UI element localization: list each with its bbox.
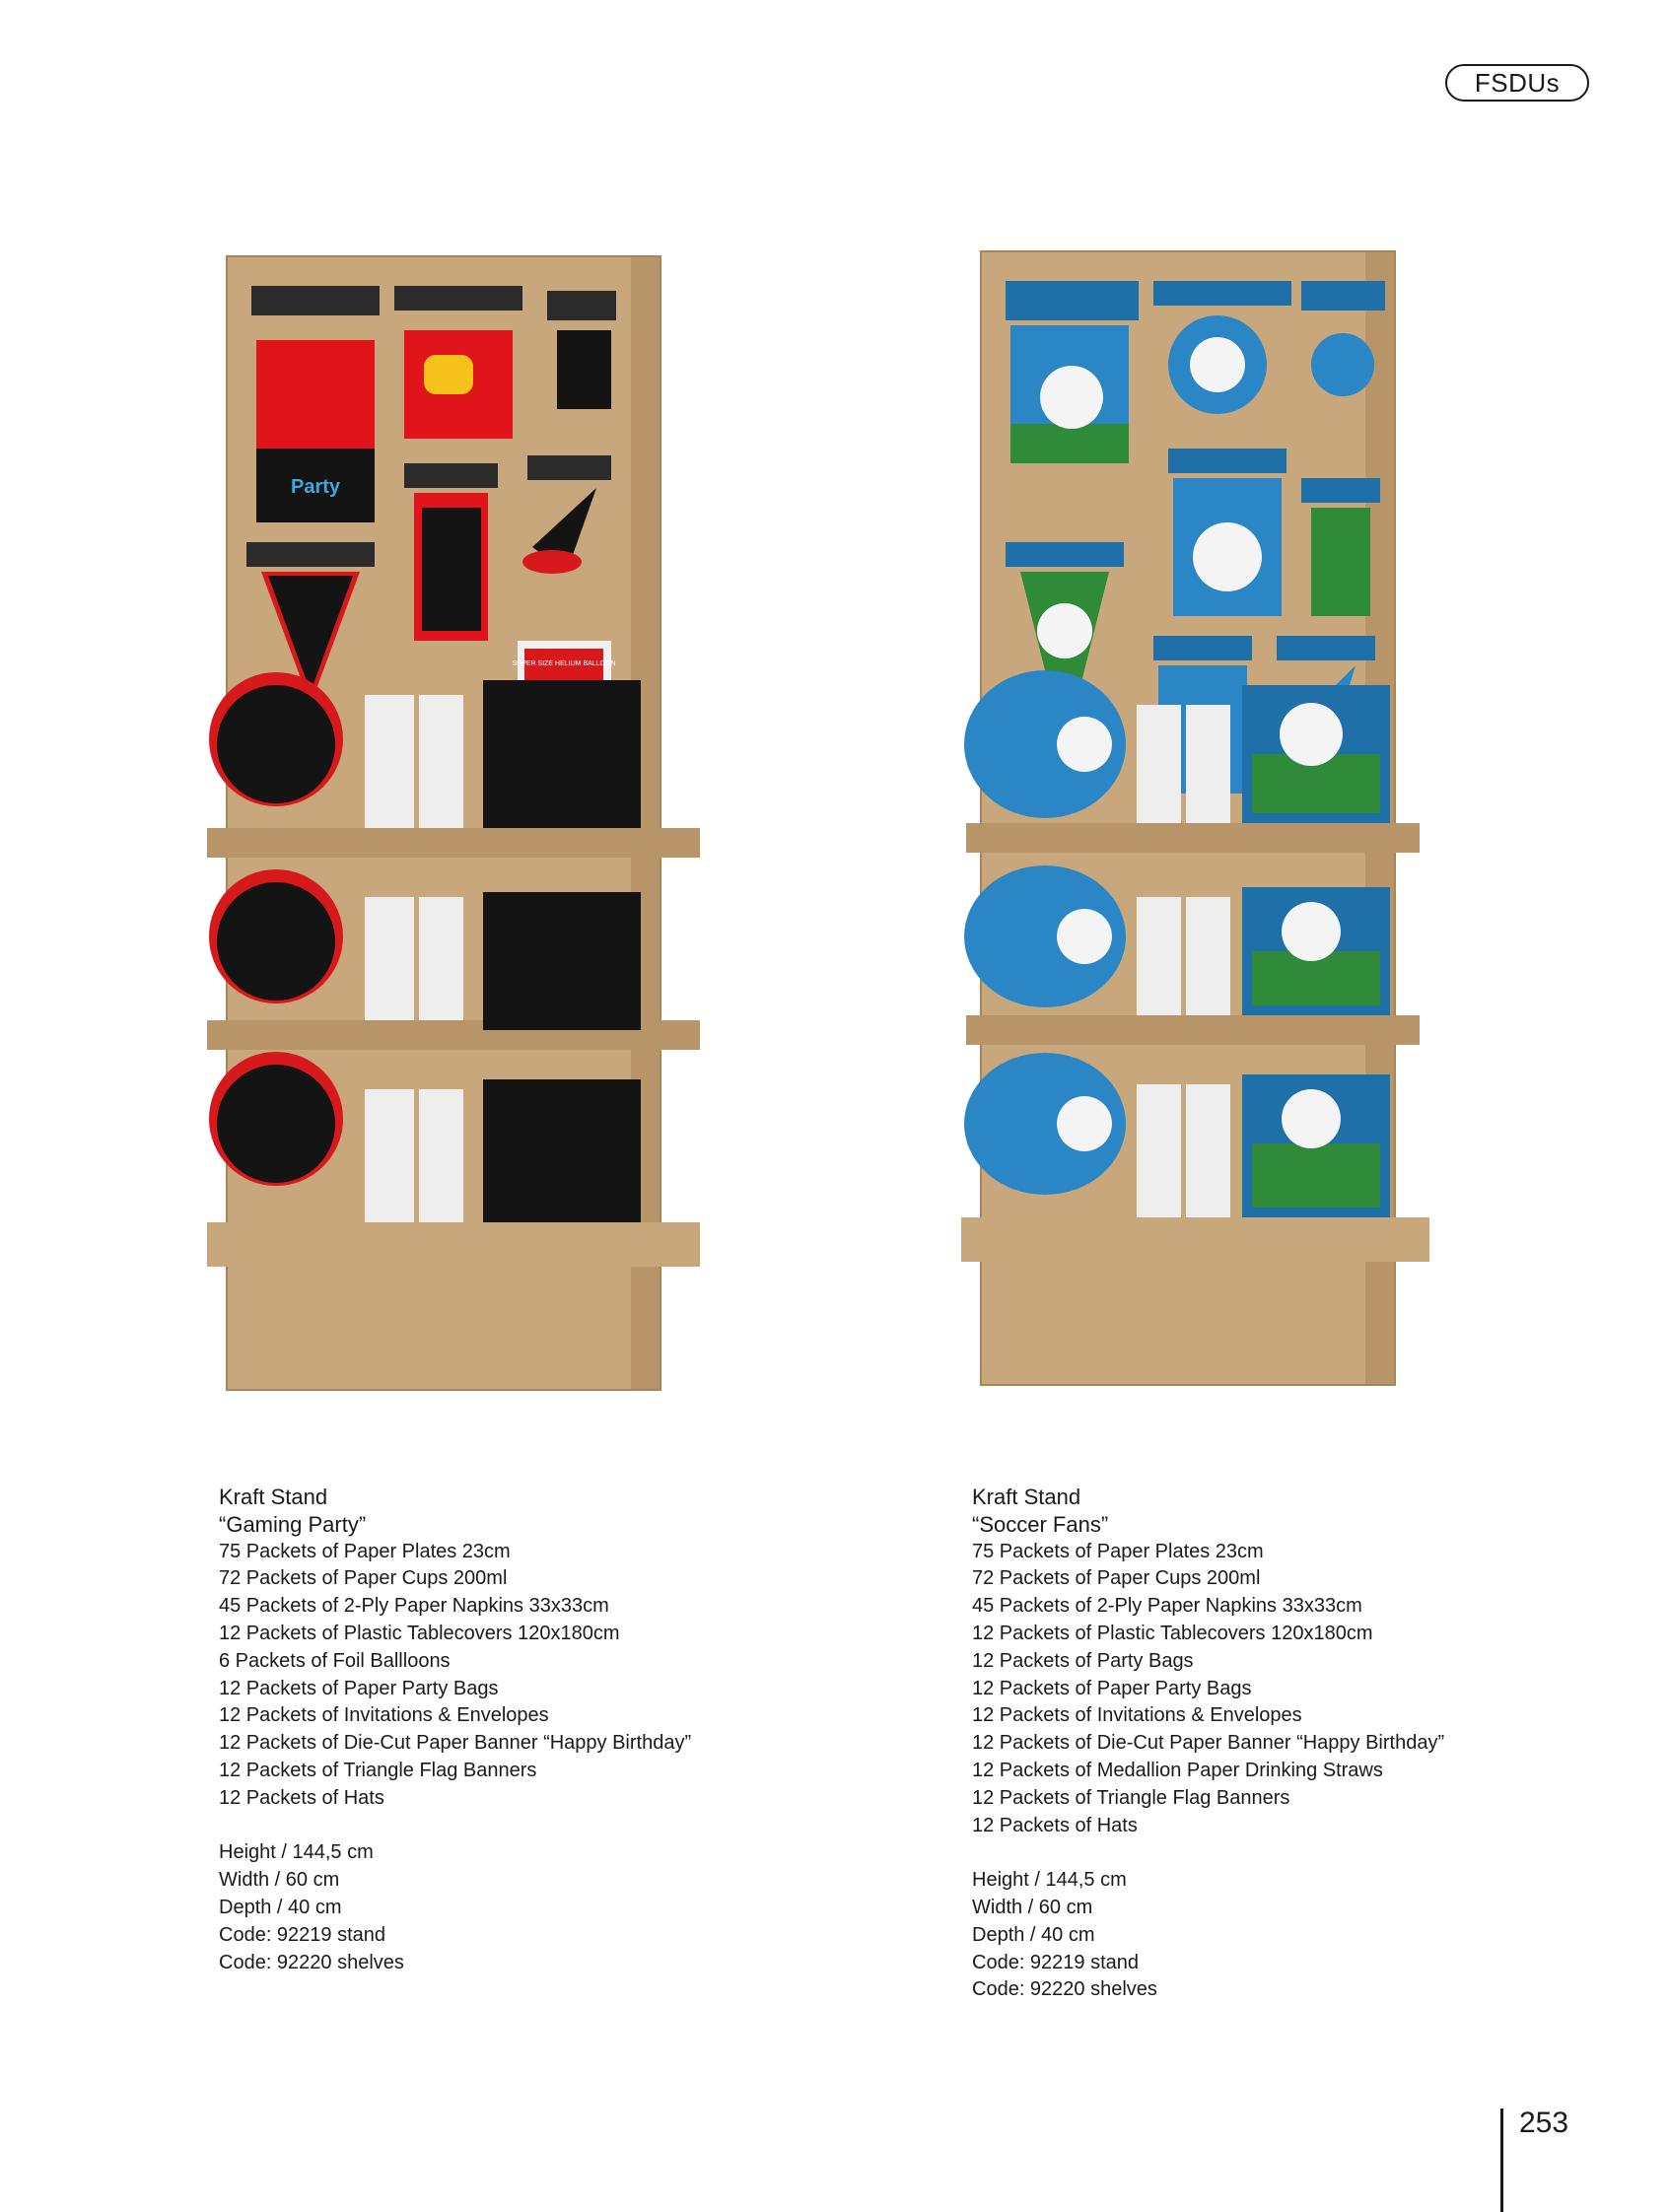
contents-item: 72 Packets of Paper Cups 200ml (219, 1567, 508, 1590)
contents-item: 12 Packets of Die-Cut Paper Banner “Happy Birthday” (972, 1732, 1445, 1755)
contents-item: 12 Packets of Plastic Tablecovers 120x180cm (219, 1622, 620, 1644)
contents-item: 12 Packets of Invitations & Envelopes (219, 1704, 549, 1727)
page-number-rule (1500, 2108, 1503, 2212)
contents-item: 75 Packets of Paper Plates 23cm (219, 1540, 511, 1562)
contents-item: 12 Packets of Medallion Paper Drinking Straws (972, 1759, 1383, 1781)
page-number: 253 (1519, 2107, 1569, 2139)
spec-height: Height / 144,5 cm (972, 1869, 1127, 1892)
specs-list (972, 1867, 1524, 2004)
section-label: FSDUs (1474, 67, 1561, 98)
spec-depth: Depth / 40 cm (972, 1923, 1095, 1946)
contents-item: 75 Packets of Paper Plates 23cm (972, 1540, 1264, 1562)
contents-item: 12 Packets of Paper Party Bags (219, 1677, 499, 1699)
contents-item: 12 Packets of Triangle Flag Banners (972, 1786, 1290, 1809)
contents-item: 12 Packets of Invitations & Envelopes (972, 1704, 1302, 1727)
spec-code-stand: Code: 92219 stand (219, 1923, 386, 1946)
contents-item: 72 Packets of Paper Cups 200ml (972, 1567, 1261, 1590)
stand-subtitle: “Soccer Fans” (972, 1511, 1109, 1537)
spec-height: Height / 144,5 cm (219, 1841, 374, 1864)
soccer-fans-stand-image (961, 242, 1434, 1424)
contents-item: 12 Packets of Die-Cut Paper Banner “Happy Birthday” (219, 1732, 692, 1755)
contents-list (219, 1539, 731, 1813)
spec-depth: Depth / 40 cm (219, 1896, 342, 1918)
stand-title: Kraft Stand (219, 1485, 328, 1509)
specs-list (219, 1839, 731, 1976)
stand-title: Kraft Stand (972, 1485, 1081, 1509)
contents-list (972, 1539, 1524, 1840)
spec-code-stand: Code: 92219 stand (972, 1951, 1140, 1973)
contents-item: 6 Packets of Foil Ballloons (219, 1649, 451, 1672)
contents-item: 12 Packets of Plastic Tablecovers 120x180cm (972, 1622, 1373, 1644)
gaming-party-stand-image (207, 246, 705, 1429)
spec-code-shelves: Code: 92220 shelves (219, 1951, 404, 1973)
spec-width: Width / 60 cm (219, 1869, 340, 1892)
contents-item: 12 Packets of Hats (972, 1814, 1138, 1836)
tablecover-text: Party (290, 476, 341, 498)
stand-subtitle: “Gaming Party” (219, 1511, 367, 1537)
gaming-party-description (219, 1484, 731, 1976)
contents-item: 45 Packets of 2-Ply Paper Napkins 33x33cm (972, 1595, 1362, 1618)
contents-item: 12 Packets of Triangle Flag Banners (219, 1759, 537, 1781)
spec-code-shelves: Code: 92220 shelves (972, 1978, 1157, 2001)
section-label-pill (1445, 64, 1589, 102)
contents-item: 45 Packets of 2-Ply Paper Napkins 33x33cm (219, 1595, 609, 1618)
contents-item: 12 Packets of Paper Party Bags (972, 1677, 1252, 1699)
soccer-fans-description (972, 1484, 1524, 2004)
contents-item: 12 Packets of Party Bags (972, 1649, 1194, 1672)
balloon-label: SUPER SIZE HELIUM BALLOON (512, 660, 616, 667)
contents-item: 12 Packets of Hats (219, 1786, 384, 1809)
spec-width: Width / 60 cm (972, 1896, 1093, 1918)
